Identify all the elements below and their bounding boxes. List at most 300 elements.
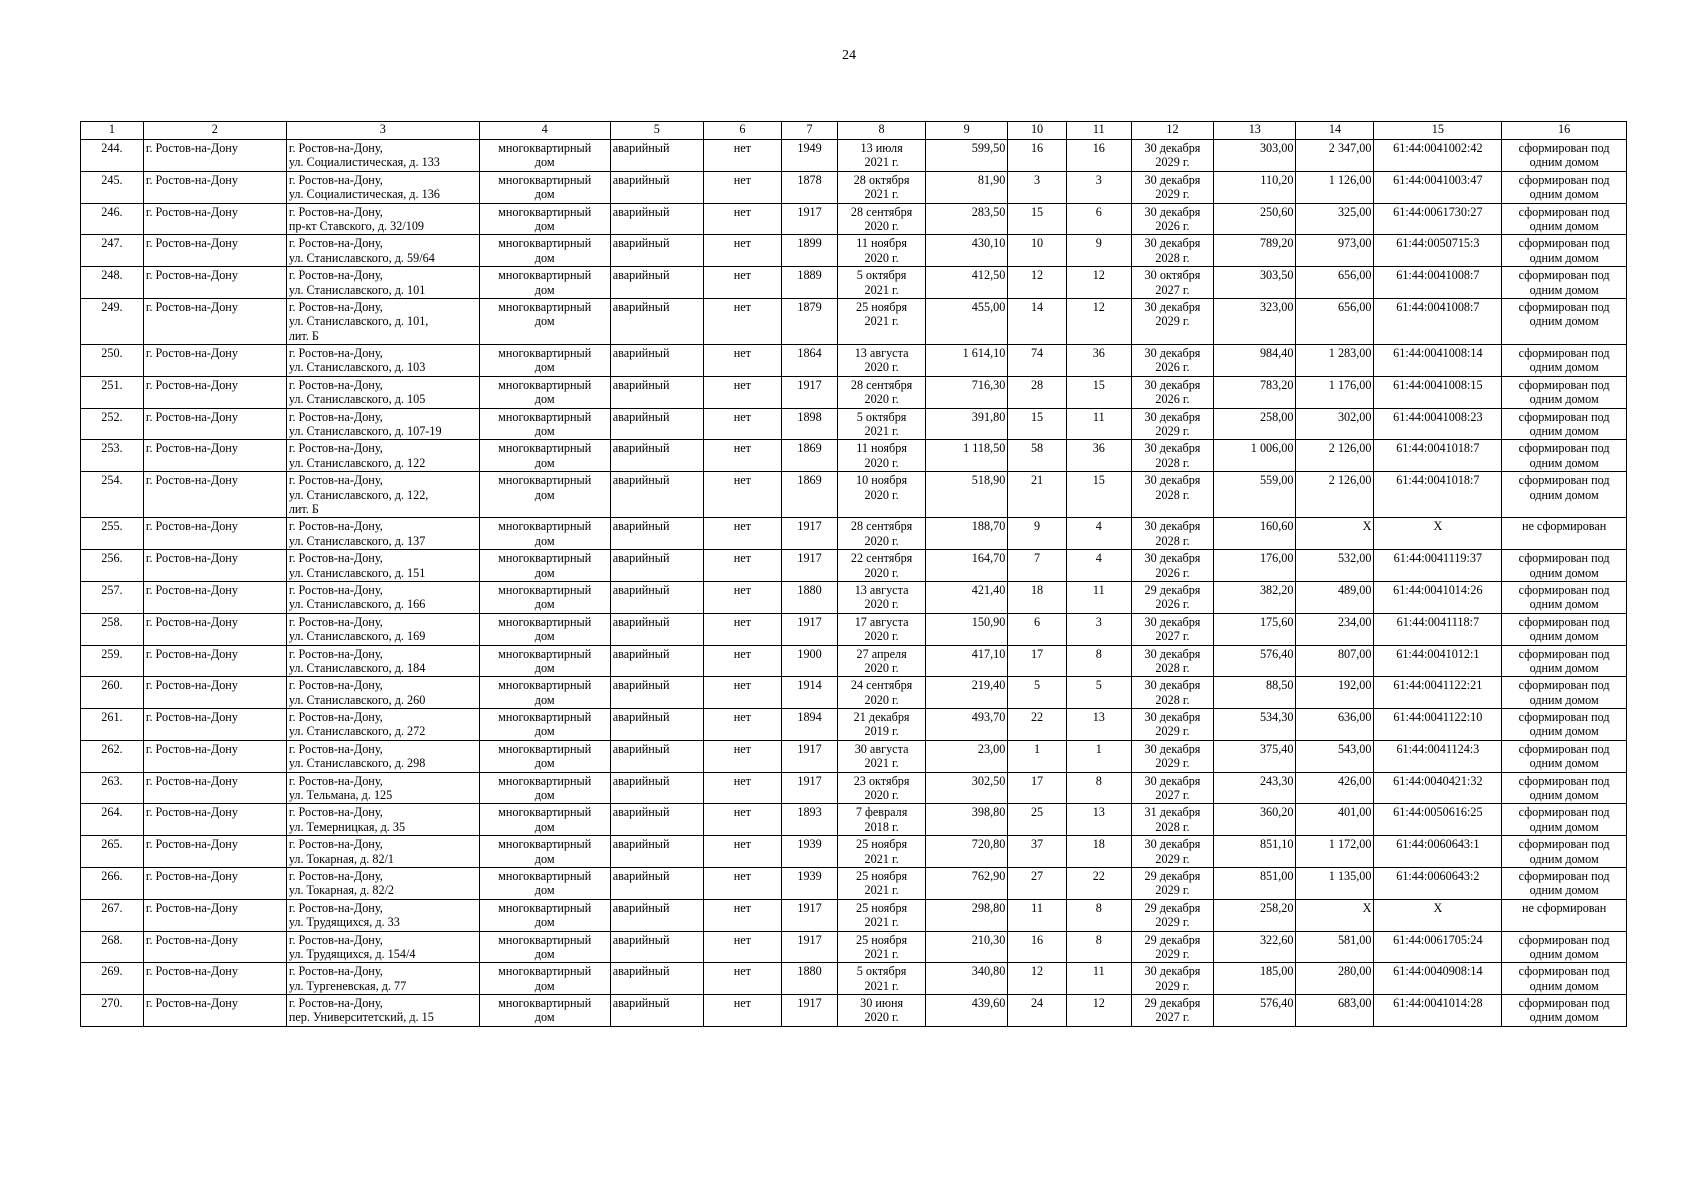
year-built-cell: 1894 xyxy=(781,709,837,741)
recognition-date-cell xyxy=(838,376,926,408)
resettlement-deadline-cell xyxy=(1131,931,1213,963)
building-type-line: дом xyxy=(534,756,555,771)
land-area-cell: 683,00 xyxy=(1296,995,1374,1027)
resettlement-deadline-line: 31 декабря xyxy=(1144,805,1201,820)
recognition-date-line: 2021 г. xyxy=(864,282,899,297)
address-cell xyxy=(286,267,479,299)
area-cell: 150,90 xyxy=(925,613,1007,645)
land-status-line: сформирован под xyxy=(1518,646,1610,661)
year-built-cell: 1900 xyxy=(781,645,837,677)
address-line: г. Ростов-на-Дону, xyxy=(288,805,383,820)
residents-cell: 18 xyxy=(1008,581,1067,613)
flag-cell: нет xyxy=(703,995,781,1027)
recognition-date-line: 5 октября xyxy=(856,409,907,424)
resettlement-deadline-line: 30 декабря xyxy=(1144,204,1201,219)
row-number-cell: 266. xyxy=(81,867,144,899)
building-type-line: дом xyxy=(534,565,555,580)
building-type-cell xyxy=(479,804,610,836)
municipality-cell: г. Ростов-на-Дону xyxy=(143,550,286,582)
area-cell: 599,50 xyxy=(925,140,1007,172)
address-line: г. Ростов-на-Дону, xyxy=(288,996,383,1011)
recognition-date-cell xyxy=(838,345,926,377)
land-status-line: одним домом xyxy=(1529,819,1599,834)
building-type-line: дом xyxy=(534,597,555,612)
land-status-line: одним домом xyxy=(1529,314,1599,329)
resettlement-deadline-line: 30 декабря xyxy=(1144,678,1201,693)
building-type-line: дом xyxy=(534,187,555,202)
table-row xyxy=(81,376,1627,408)
municipality-cell: г. Ростов-на-Дону xyxy=(143,677,286,709)
building-type-line: многоквартирный xyxy=(498,346,592,361)
area-cell: 455,00 xyxy=(925,298,1007,344)
municipality-cell: г. Ростов-на-Дону xyxy=(143,995,286,1027)
resettlement-deadline-cell xyxy=(1131,518,1213,550)
cadastral-number-cell: 61:44:0041018:7 xyxy=(1374,472,1502,518)
area-cell: 302,50 xyxy=(925,772,1007,804)
cadastral-number-cell: 61:44:0041122:10 xyxy=(1374,709,1502,741)
land-area-cell: 1 126,00 xyxy=(1296,171,1374,203)
building-type-cell xyxy=(479,440,610,472)
area-cell: 417,10 xyxy=(925,645,1007,677)
recognition-date-cell xyxy=(838,995,926,1027)
recognition-date-line: 2021 г. xyxy=(864,314,899,329)
recognition-date-line: 2020 г. xyxy=(864,487,899,502)
residents-cell: 17 xyxy=(1008,772,1067,804)
flag-cell: нет xyxy=(703,518,781,550)
municipality-cell: г. Ростов-на-Дону xyxy=(143,772,286,804)
column-header-3: 3 xyxy=(286,122,479,140)
address-cell xyxy=(286,677,479,709)
municipality-cell: г. Ростов-на-Дону xyxy=(143,963,286,995)
land-area-cell: 532,00 xyxy=(1296,550,1374,582)
building-type-line: дом xyxy=(534,946,555,961)
recognition-date-line: 10 ноября xyxy=(856,473,908,488)
table-body xyxy=(81,140,1627,1027)
resettlement-deadline-cell xyxy=(1131,581,1213,613)
address-line: ул. Станиславского, д. 151 xyxy=(288,565,426,580)
area-cell: 164,70 xyxy=(925,550,1007,582)
year-built-cell: 1917 xyxy=(781,995,837,1027)
land-status-cell xyxy=(1502,518,1627,550)
municipality-cell: г. Ростов-на-Дону xyxy=(143,613,286,645)
recognition-date-line: 5 октября xyxy=(856,964,907,979)
apartments-cell: 6 xyxy=(1066,203,1131,235)
municipality-cell: г. Ростов-на-Дону xyxy=(143,899,286,931)
residents-cell: 16 xyxy=(1008,931,1067,963)
area-total-cell: 160,60 xyxy=(1214,518,1296,550)
resettlement-deadline-line: 30 декабря xyxy=(1144,837,1201,852)
apartments-cell: 3 xyxy=(1066,171,1131,203)
resettlement-deadline-line: 29 декабря xyxy=(1144,582,1201,597)
land-status-cell xyxy=(1502,203,1627,235)
residents-cell: 10 xyxy=(1008,235,1067,267)
address-line: ул. Станиславского, д. 260 xyxy=(288,692,426,707)
apartments-cell: 15 xyxy=(1066,472,1131,518)
address-line: г. Ростов-на-Дону, xyxy=(288,299,383,314)
condition-cell: аварийный xyxy=(610,581,703,613)
land-status-line: сформирован под xyxy=(1518,996,1610,1011)
recognition-date-cell xyxy=(838,298,926,344)
address-cell xyxy=(286,203,479,235)
land-status-line: сформирован под xyxy=(1518,441,1610,456)
recognition-date-line: 17 августа xyxy=(854,614,909,629)
recognition-date-line: 28 сентября xyxy=(850,204,913,219)
recognition-date-line: 24 сентября xyxy=(850,678,913,693)
address-line: ул. Станиславского, д. 122 xyxy=(288,455,426,470)
residents-cell: 15 xyxy=(1008,203,1067,235)
municipality-cell: г. Ростов-на-Дону xyxy=(143,171,286,203)
cadastral-number-cell: 61:44:0040421:32 xyxy=(1374,772,1502,804)
cadastral-number-cell: 61:44:0041118:7 xyxy=(1374,613,1502,645)
area-cell: 1 118,50 xyxy=(925,440,1007,472)
area-cell: 398,80 xyxy=(925,804,1007,836)
residents-cell: 21 xyxy=(1008,472,1067,518)
recognition-date-cell xyxy=(838,550,926,582)
building-type-cell xyxy=(479,518,610,550)
recognition-date-line: 2020 г. xyxy=(864,455,899,470)
recognition-date-cell xyxy=(838,804,926,836)
flag-cell: нет xyxy=(703,867,781,899)
cadastral-number-cell: 61:44:0050616:25 xyxy=(1374,804,1502,836)
building-type-line: многоквартирный xyxy=(498,646,592,661)
table-row xyxy=(81,140,1627,172)
recognition-date-line: 27 апреля xyxy=(856,646,907,661)
resettlement-deadline-cell xyxy=(1131,772,1213,804)
land-status-line: сформирован под xyxy=(1518,710,1610,725)
address-line: ул. Токарная, д. 82/1 xyxy=(288,851,395,866)
table-row xyxy=(81,740,1627,772)
address-line: ул. Станиславского, д. 166 xyxy=(288,597,426,612)
building-type-line: дом xyxy=(534,314,555,329)
resettlement-deadline-cell xyxy=(1131,645,1213,677)
apartments-cell: 8 xyxy=(1066,772,1131,804)
recognition-date-line: 2020 г. xyxy=(864,250,899,265)
building-type-line: дом xyxy=(534,392,555,407)
building-type-line: многоквартирный xyxy=(498,582,592,597)
land-status-line: сформирован под xyxy=(1518,932,1610,947)
building-type-cell xyxy=(479,836,610,868)
column-header-2: 2 xyxy=(143,122,286,140)
flag-cell: нет xyxy=(703,740,781,772)
page-number: 24 xyxy=(842,48,856,63)
recognition-date-line: 2020 г. xyxy=(864,360,899,375)
building-type-line: многоквартирный xyxy=(498,837,592,852)
land-area-cell: 656,00 xyxy=(1296,298,1374,344)
municipality-cell: г. Ростов-на-Дону xyxy=(143,645,286,677)
resettlement-deadline-line: 2027 г. xyxy=(1155,1010,1190,1025)
building-type-line: дом xyxy=(534,360,555,375)
recognition-date-line: 2021 г. xyxy=(864,883,899,898)
address-cell xyxy=(286,963,479,995)
address-line: ул. Станиславского, д. 169 xyxy=(288,629,426,644)
address-line: ул. Социалистическая, д. 136 xyxy=(288,187,440,202)
land-area-cell: 636,00 xyxy=(1296,709,1374,741)
recognition-date-line: 13 августа xyxy=(854,346,909,361)
resettlement-deadline-cell xyxy=(1131,267,1213,299)
table-row xyxy=(81,267,1627,299)
address-line: г. Ростов-на-Дону, xyxy=(288,377,383,392)
land-status-cell xyxy=(1502,613,1627,645)
land-status-cell xyxy=(1502,867,1627,899)
row-number-cell: 269. xyxy=(81,963,144,995)
recognition-date-cell xyxy=(838,772,926,804)
residents-cell: 11 xyxy=(1008,899,1067,931)
recognition-date-line: 2020 г. xyxy=(864,692,899,707)
land-status-line: одним домом xyxy=(1529,565,1599,580)
column-header-16: 16 xyxy=(1502,122,1627,140)
land-status-line: сформирован под xyxy=(1518,582,1610,597)
area-total-cell: 576,40 xyxy=(1214,995,1296,1027)
address-cell xyxy=(286,550,479,582)
condition-cell: аварийный xyxy=(610,298,703,344)
resettlement-deadline-cell xyxy=(1131,709,1213,741)
condition-cell: аварийный xyxy=(610,550,703,582)
building-type-line: дом xyxy=(534,788,555,803)
municipality-cell: г. Ростов-на-Дону xyxy=(143,740,286,772)
column-header-9: 9 xyxy=(925,122,1007,140)
building-type-line: многоквартирный xyxy=(498,551,592,566)
resettlement-deadline-line: 29 декабря xyxy=(1144,932,1201,947)
resettlement-deadline-cell xyxy=(1131,171,1213,203)
area-total-cell: 250,60 xyxy=(1214,203,1296,235)
area-cell: 81,90 xyxy=(925,171,1007,203)
land-area-cell: 1 135,00 xyxy=(1296,867,1374,899)
building-type-line: многоквартирный xyxy=(498,964,592,979)
land-status-cell xyxy=(1502,235,1627,267)
resettlement-deadline-line: 2029 г. xyxy=(1155,978,1190,993)
land-status-line: одним домом xyxy=(1529,155,1599,170)
table-header xyxy=(81,122,1627,140)
apartments-cell: 8 xyxy=(1066,645,1131,677)
land-status-line: одним домом xyxy=(1529,724,1599,739)
resettlement-deadline-line: 2028 г. xyxy=(1155,819,1190,834)
cadastral-number-cell: 61:44:0060643:1 xyxy=(1374,836,1502,868)
condition-cell: аварийный xyxy=(610,408,703,440)
address-line: г. Ростов-на-Дону, xyxy=(288,868,383,883)
land-area-cell: 2 347,00 xyxy=(1296,140,1374,172)
flag-cell: нет xyxy=(703,677,781,709)
recognition-date-cell xyxy=(838,267,926,299)
row-number-cell: 259. xyxy=(81,645,144,677)
year-built-cell: 1880 xyxy=(781,581,837,613)
land-area-cell: 1 283,00 xyxy=(1296,345,1374,377)
address-cell xyxy=(286,235,479,267)
year-built-cell: 1869 xyxy=(781,472,837,518)
recognition-date-cell xyxy=(838,140,926,172)
column-header-15: 15 xyxy=(1374,122,1502,140)
flag-cell: нет xyxy=(703,171,781,203)
address-cell xyxy=(286,440,479,472)
cadastral-number-cell: 61:44:0041124:3 xyxy=(1374,740,1502,772)
flag-cell: нет xyxy=(703,772,781,804)
table-row xyxy=(81,345,1627,377)
recognition-date-cell xyxy=(838,235,926,267)
area-total-cell: 984,40 xyxy=(1214,345,1296,377)
land-status-line: сформирован под xyxy=(1518,741,1610,756)
municipality-cell: г. Ростов-на-Дону xyxy=(143,408,286,440)
area-total-cell: 1 006,00 xyxy=(1214,440,1296,472)
address-cell xyxy=(286,931,479,963)
building-type-line: многоквартирный xyxy=(498,141,592,155)
row-number-cell: 245. xyxy=(81,171,144,203)
residents-cell: 6 xyxy=(1008,613,1067,645)
resettlement-deadline-line: 2029 г. xyxy=(1155,851,1190,866)
address-cell xyxy=(286,804,479,836)
condition-cell: аварийный xyxy=(610,518,703,550)
municipality-cell: г. Ростов-на-Дону xyxy=(143,581,286,613)
address-cell xyxy=(286,518,479,550)
address-line: г. Ростов-на-Дону, xyxy=(288,900,383,915)
address-cell xyxy=(286,740,479,772)
apartments-cell: 16 xyxy=(1066,140,1131,172)
flag-cell: нет xyxy=(703,203,781,235)
row-number-cell: 270. xyxy=(81,995,144,1027)
table-row xyxy=(81,203,1627,235)
recognition-date-line: 28 сентября xyxy=(850,519,913,534)
land-status-cell xyxy=(1502,995,1627,1027)
building-type-cell xyxy=(479,613,610,645)
building-type-cell xyxy=(479,995,610,1027)
building-type-line: многоквартирный xyxy=(498,377,592,392)
resettlement-deadline-line: 2026 г. xyxy=(1155,218,1190,233)
condition-cell: аварийный xyxy=(610,472,703,518)
land-area-cell: 2 126,00 xyxy=(1296,472,1374,518)
land-status-line: одним домом xyxy=(1529,1010,1599,1025)
apartments-cell: 12 xyxy=(1066,267,1131,299)
resettlement-deadline-line: 29 декабря xyxy=(1144,996,1201,1011)
resettlement-deadline-line: 30 декабря xyxy=(1144,551,1201,566)
resettlement-deadline-cell xyxy=(1131,345,1213,377)
recognition-date-line: 2021 г. xyxy=(864,978,899,993)
land-status-cell xyxy=(1502,408,1627,440)
column-number-row xyxy=(81,122,1627,140)
resettlement-deadline-cell xyxy=(1131,203,1213,235)
year-built-cell: 1917 xyxy=(781,899,837,931)
address-cell xyxy=(286,867,479,899)
building-type-line: дом xyxy=(534,250,555,265)
resettlement-deadline-line: 2028 г. xyxy=(1155,250,1190,265)
building-type-cell xyxy=(479,267,610,299)
land-status-cell xyxy=(1502,772,1627,804)
building-type-line: дом xyxy=(534,218,555,233)
column-header-10: 10 xyxy=(1008,122,1067,140)
flag-cell: нет xyxy=(703,440,781,472)
year-built-cell: 1899 xyxy=(781,235,837,267)
address-cell xyxy=(286,581,479,613)
building-type-cell xyxy=(479,376,610,408)
resettlement-deadline-cell xyxy=(1131,472,1213,518)
recognition-date-line: 25 ноября xyxy=(856,900,908,915)
resettlement-deadline-line: 2027 г. xyxy=(1155,788,1190,803)
table-row xyxy=(81,518,1627,550)
recognition-date-cell xyxy=(838,472,926,518)
land-area-cell: 2 126,00 xyxy=(1296,440,1374,472)
area-total-cell: 851,10 xyxy=(1214,836,1296,868)
year-built-cell: 1917 xyxy=(781,931,837,963)
land-status-cell xyxy=(1502,267,1627,299)
area-total-cell: 243,30 xyxy=(1214,772,1296,804)
residents-cell: 15 xyxy=(1008,408,1067,440)
resettlement-deadline-cell xyxy=(1131,298,1213,344)
address-cell xyxy=(286,171,479,203)
municipality-cell: г. Ростов-на-Дону xyxy=(143,709,286,741)
residents-cell: 1 xyxy=(1008,740,1067,772)
apartments-cell: 36 xyxy=(1066,345,1131,377)
table-row xyxy=(81,171,1627,203)
residents-cell: 12 xyxy=(1008,267,1067,299)
flag-cell: нет xyxy=(703,235,781,267)
land-area-cell: X xyxy=(1296,899,1374,931)
condition-cell: аварийный xyxy=(610,963,703,995)
row-number-cell: 261. xyxy=(81,709,144,741)
resettlement-deadline-cell xyxy=(1131,867,1213,899)
apartments-cell: 1 xyxy=(1066,740,1131,772)
resettlement-deadline-line: 30 декабря xyxy=(1144,346,1201,361)
address-cell xyxy=(286,472,479,518)
residents-cell: 14 xyxy=(1008,298,1067,344)
year-built-cell: 1917 xyxy=(781,376,837,408)
recognition-date-line: 2021 г. xyxy=(864,851,899,866)
land-status-cell xyxy=(1502,963,1627,995)
area-total-cell: 175,60 xyxy=(1214,613,1296,645)
building-type-line: многоквартирный xyxy=(498,204,592,219)
area-cell: 1 614,10 xyxy=(925,345,1007,377)
area-cell: 23,00 xyxy=(925,740,1007,772)
resettlement-deadline-line: 2028 г. xyxy=(1155,455,1190,470)
building-type-line: дом xyxy=(534,1010,555,1025)
resettlement-deadline-line: 2026 г. xyxy=(1155,360,1190,375)
building-type-line: многоквартирный xyxy=(498,409,592,424)
recognition-date-line: 2020 г. xyxy=(864,565,899,580)
flag-cell: нет xyxy=(703,345,781,377)
address-line: ул. Станиславского, д. 137 xyxy=(288,533,426,548)
area-total-cell: 258,20 xyxy=(1214,899,1296,931)
building-type-cell xyxy=(479,740,610,772)
building-type-line: многоквартирный xyxy=(498,441,592,456)
residents-cell: 17 xyxy=(1008,645,1067,677)
year-built-cell: 1939 xyxy=(781,867,837,899)
resettlement-deadline-line: 30 декабря xyxy=(1144,473,1201,488)
recognition-date-line: 2021 г. xyxy=(864,424,899,439)
cadastral-number-cell: 61:44:0041018:7 xyxy=(1374,440,1502,472)
address-line: г. Ростов-на-Дону, xyxy=(288,141,383,155)
recognition-date-line: 23 октября xyxy=(853,773,910,788)
condition-cell: аварийный xyxy=(610,235,703,267)
land-status-cell xyxy=(1502,298,1627,344)
building-type-line: многоквартирный xyxy=(498,805,592,820)
building-type-line: дом xyxy=(534,487,555,502)
cadastral-number-cell: 61:44:0061705:24 xyxy=(1374,931,1502,963)
building-type-cell xyxy=(479,581,610,613)
condition-cell: аварийный xyxy=(610,899,703,931)
building-type-cell xyxy=(479,203,610,235)
building-type-line: многоквартирный xyxy=(498,473,592,488)
building-type-line: дом xyxy=(534,692,555,707)
recognition-date-line: 25 ноября xyxy=(856,837,908,852)
land-status-line: сформирован под xyxy=(1518,204,1610,219)
apartments-cell: 15 xyxy=(1066,376,1131,408)
recognition-date-cell xyxy=(838,740,926,772)
building-type-line: дом xyxy=(534,915,555,930)
year-built-cell: 1917 xyxy=(781,203,837,235)
recognition-date-line: 5 октября xyxy=(856,268,907,283)
year-built-cell: 1878 xyxy=(781,171,837,203)
address-cell xyxy=(286,709,479,741)
municipality-cell: г. Ростов-на-Дону xyxy=(143,931,286,963)
land-status-line: сформирован под xyxy=(1518,837,1610,852)
apartments-cell: 13 xyxy=(1066,709,1131,741)
address-cell xyxy=(286,298,479,344)
